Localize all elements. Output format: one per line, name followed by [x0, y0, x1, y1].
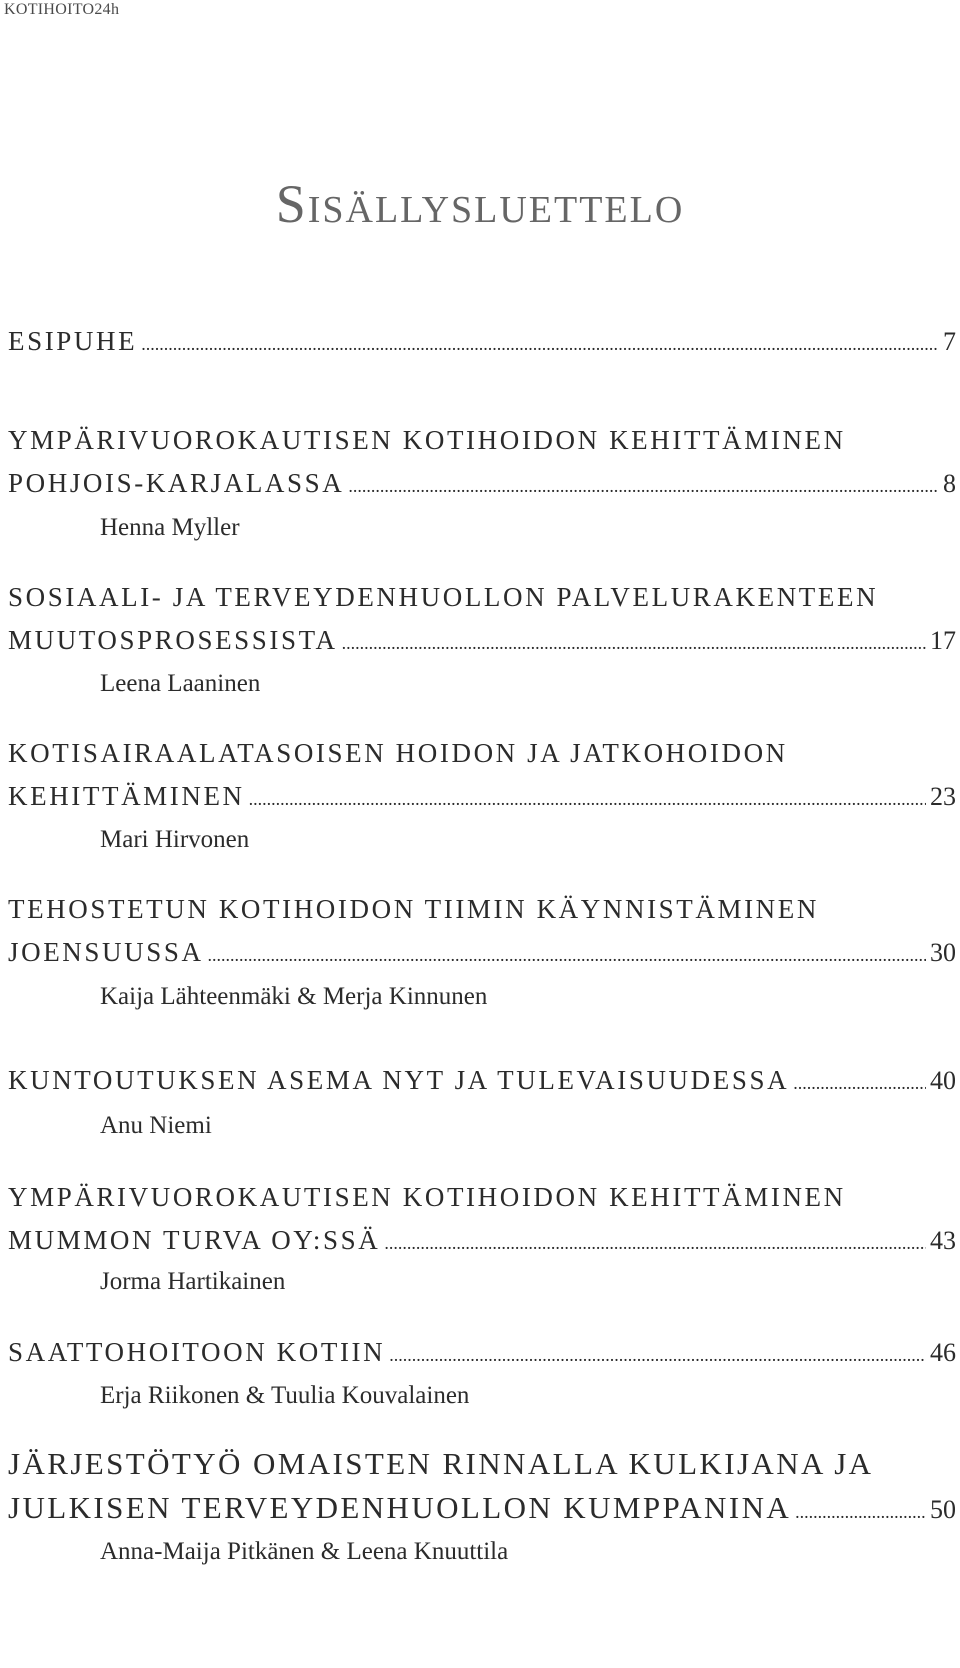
toc-entry-title[interactable] — [8, 324, 956, 361]
toc-entry-title[interactable] — [8, 935, 956, 972]
dot-leader — [793, 1066, 926, 1100]
toc-entry-author: Jorma Hartikainen — [100, 1268, 286, 1295]
toc-entry-author: Leena Laaninen — [100, 670, 261, 697]
toc-entry-title-line[interactable]: JÄRJESTÖTYÖ OMAISTEN RINNALLA KULKIJANA JA — [8, 1446, 874, 1481]
toc-page-number: 40 — [930, 1066, 956, 1095]
toc-entry-title-text: JULKISEN TERVEYDENHUOLLON KUMPPANINA — [8, 1490, 792, 1525]
toc-entry-title-text: ESIPUHE — [8, 326, 138, 356]
page-title: Sisällysluettelo — [275, 174, 685, 234]
toc-entry-title-text: MUMMON TURVA OY:SSÄ — [8, 1225, 381, 1255]
toc-entry-title-line[interactable]: KOTISAIRAALATASOISEN HOIDON JA JATKOHOIDON — [8, 738, 788, 768]
toc-entry-title-text: KUNTOUTUKSEN ASEMA NYT JA TULEVAISUUDESSA — [8, 1065, 790, 1095]
dot-leader — [348, 469, 939, 503]
toc-entry-title-text: KEHITTÄMINEN — [8, 781, 245, 811]
dot-leader — [384, 1226, 926, 1260]
toc-page-number: 23 — [930, 782, 956, 811]
toc-entry-author: Henna Myller — [100, 514, 240, 541]
toc-entry-title-line[interactable]: YMPÄRIVUOROKAUTISEN KOTIHOIDON KEHITTÄMINEN — [8, 425, 846, 455]
toc-entry-title[interactable] — [8, 466, 956, 503]
toc-entry-title-line[interactable]: TEHOSTETUN KOTIHOIDON TIIMIN KÄYNNISTÄMINEN — [8, 894, 819, 924]
toc-entry-title[interactable] — [8, 1223, 956, 1260]
toc-page-number: 50 — [930, 1495, 956, 1524]
dot-leader — [342, 626, 926, 660]
toc-entry-author: Mari Hirvonen — [100, 826, 250, 853]
dot-leader — [141, 327, 939, 361]
toc-entry-title[interactable] — [8, 1063, 956, 1100]
toc-entry-title[interactable] — [8, 779, 956, 816]
toc-page-number: 17 — [930, 626, 956, 655]
dot-leader — [249, 782, 926, 816]
toc-entry-title-line[interactable]: YMPÄRIVUOROKAUTISEN KOTIHOIDON KEHITTÄMINEN — [8, 1182, 846, 1212]
toc-page-number: 8 — [943, 469, 956, 498]
toc-entry-author: Erja Riikonen & Tuulia Kouvalainen — [100, 1382, 470, 1409]
dot-leader — [389, 1338, 926, 1372]
toc-page-number: 30 — [930, 938, 956, 967]
toc-entry-author: Anna-Maija Pitkänen & Leena Knuuttila — [100, 1538, 509, 1565]
toc-entry-title-text: POHJOIS-KARJALASSA — [8, 468, 345, 498]
toc-entry-title[interactable] — [8, 623, 956, 660]
running-header: KOTIHOITO24h — [4, 1, 120, 18]
toc-entry-title-line[interactable]: SOSIAALI- JA TERVEYDENHUOLLON PALVELURAKENTEEN — [8, 582, 879, 612]
toc-page-number: 43 — [930, 1226, 956, 1255]
toc-entry-title[interactable] — [8, 1488, 956, 1532]
toc-page-number: 46 — [930, 1338, 956, 1367]
toc-entry-title-text: JOENSUUSSA — [8, 937, 204, 967]
toc-page-number: 7 — [943, 327, 956, 356]
toc-entry-title[interactable] — [8, 1335, 956, 1372]
toc-entry-title-text: MUUTOSPROSESSISTA — [8, 625, 338, 655]
dot-leader — [208, 938, 926, 972]
toc-entry-author: Anu Niemi — [100, 1112, 212, 1139]
toc-entry-title-text: SAATTOHOITOON KOTIIN — [8, 1337, 386, 1367]
toc-entry-author: Kaija Lähteenmäki & Merja Kinnunen — [100, 983, 488, 1010]
dot-leader — [795, 1492, 926, 1532]
